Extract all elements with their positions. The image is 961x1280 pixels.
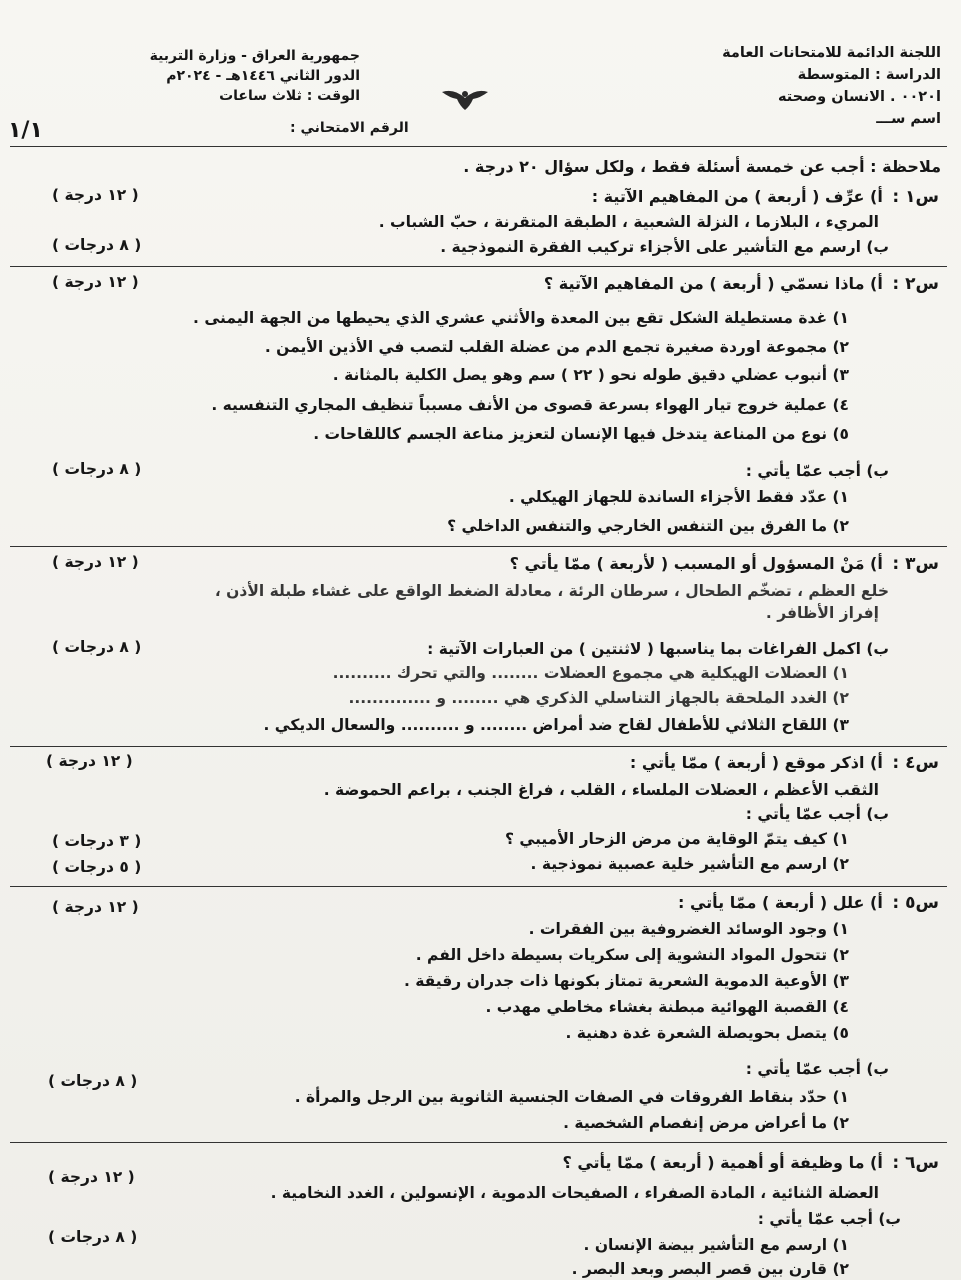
q5-a-line-3: ٣) الأوعية الدموية الشعرية تمتاز بكونها ذات جدران رقيقة .: [403, 972, 849, 990]
q5-b-line-1: ١) حدّد بنقاط الفروقات في الصفات الجنسية الثانوية بين الرجل والمرأة .: [294, 1088, 849, 1106]
q1-a-mark: ( ١٢ درجة ): [52, 186, 139, 204]
q5-number: س٥ :: [892, 893, 939, 913]
q4-b-line-2-mark: ( ٥ درجات ): [52, 858, 142, 876]
q2-a-heading: [544, 273, 939, 295]
q4-divider: [10, 886, 947, 887]
q2-a-mark: ( ١٢ درجة ): [52, 273, 139, 291]
q6-a-text: أ) ما وظيفة أو أهمية ( أربعة ) ممّا يأتي ؟: [562, 1153, 883, 1172]
q5-a-line-1: ١) وجود الوسائد الغضروفية بين الفقرات .: [528, 920, 849, 938]
q2-b-text: ب) أجب عمّا يأتي :: [745, 462, 889, 480]
q2-a-line-1: ١) غدة مستطيلة الشكل تقع بين المعدة والأثني عشري الذي يحيطها من الجهة اليمنى .: [193, 309, 849, 327]
q3-a-line-1: خلع العظم ، تضخّم الطحال ، سرطان الرئة ، معادلة الضغط الواقع على غشاء طبلة الأذن ،: [214, 582, 889, 600]
q5-a-line-5: ٥) يتصل بحويصلة الشعرة غدة دهنية .: [565, 1024, 849, 1042]
q3-b-mark: ( ٨ درجات ): [52, 638, 142, 656]
q5-a-line-4: ٤) القصبة الهوائية مبطنة بغشاء مخاطي مهدب .: [485, 998, 849, 1016]
subject-name: ا٠٠٢٠ . الانسان وصحته: [777, 89, 941, 105]
q4-b-line-2: ٢) ارسم مع التأشير خلية عصبية نموذجية .: [530, 855, 849, 873]
study-level: الدراسة : المتوسطة: [797, 67, 941, 83]
q3-a-line-2: إفراز الأظافر .: [765, 604, 879, 622]
exam-duration: الوقت : ثلاث ساعات: [219, 88, 360, 104]
q3-b-line-2: ٢) الغدد الملحقة بالجهاز التناسلي الذكري هي ........ و ..............: [348, 689, 849, 707]
q3-a-mark: ( ١٢ درجة ): [52, 553, 139, 571]
exam-note: ملاحظة : أجب عن خمسة أسئلة فقط ، ولكل سؤال ٢٠ درجة .: [463, 157, 941, 176]
committee-name: اللجنة الدائمة للامتحانات العامة: [722, 45, 941, 61]
q1-b-mark: ( ٨ درجات ): [52, 236, 142, 254]
q6-b-mark: ( ٨ درجات ): [48, 1228, 138, 1246]
q3-divider: [10, 746, 947, 747]
q6-number: س٦ :: [892, 1153, 939, 1173]
eagle-emblem-icon: [440, 86, 490, 112]
q4-b-text: ب) أجب عمّا يأتي :: [745, 805, 889, 823]
q2-b-line-2: ٢) ما الفرق بين التنفس الخارجي والتنفس الداخلي ؟: [447, 517, 849, 535]
q4-number: س٤ :: [892, 753, 939, 773]
header-divider: [10, 146, 947, 147]
q6-b-line-2: ٢) قارن بين قصر البصر وبعد البصر .: [571, 1260, 849, 1278]
q5-b-text: ب) أجب عمّا يأتي :: [745, 1060, 889, 1078]
q4-a-heading: [630, 752, 939, 774]
q6-b-line-1: ١) ارسم مع التأشير بيضة الإنسان .: [583, 1236, 849, 1254]
q6-b-text: ب) أجب عمّا يأتي :: [757, 1210, 901, 1228]
exam-number-label: الرقم الامتحاني :: [290, 120, 409, 136]
q6-a-mark: ( ١٢ درجة ): [48, 1168, 135, 1186]
q6-a-heading: [563, 1152, 940, 1174]
q2-a-line-5: ٥) نوع من المناعة يتدخل فيها الإنسان لتعزيز مناعة الجسم كاللقاحات .: [313, 425, 849, 443]
q4-a-mark: ( ١٢ درجة ): [46, 752, 133, 770]
q5-divider: [10, 1142, 947, 1143]
q2-a-line-3: ٣) أنبوب عضلي دقيق طوله نحو ( ٢٢ ) سم وهو يصل الكلية بالمثانة .: [332, 366, 849, 384]
page-corner-mark: ١/١: [8, 118, 43, 143]
student-name-label: اسم ســـ: [876, 111, 941, 127]
q3-b-line-3: ٣) اللقاح الثلاثي للأطفال لقاح ضد أمراض ........ و .......... والسعال الديكي .: [263, 716, 849, 734]
q2-a-text: أ) ماذا نسمّي ( أربعة ) من المفاهيم الآتية ؟: [543, 274, 883, 293]
q3-a-text: أ) مَنْ المسؤول أو المسبب ( لأربعة ) ممّا يأتي ؟: [509, 554, 883, 573]
q3-a-heading: [510, 553, 939, 575]
q2-a-line-4: ٤) عملية خروج تيار الهواء بسرعة قصوى من الأنف مسبباً تنظيف المجاري التنفسيه .: [211, 396, 849, 414]
q1-number: س١ :: [892, 187, 939, 207]
q5-b-line-2: ٢) ما أعراض مرض إنفصام الشخصية .: [563, 1114, 849, 1132]
q1-b-text: ب) ارسم مع التأشير على الأجزاء تركيب الفقرة النموذجية .: [440, 238, 889, 256]
q5-a-mark: ( ١٢ درجة ): [52, 898, 139, 916]
q1-a-text: أ) عرِّف ( أربعة ) من المفاهيم الآتية :: [591, 187, 883, 206]
q3-b-line-1: ١) العضلات الهيكلية هي مجموع العضلات ........ والتي تحرك ..........: [332, 664, 849, 682]
exam-session: الدور الثاني ١٤٤٦هـ - ٢٠٢٤م: [166, 68, 360, 84]
q1-a-line-1: المريء ، البلازما ، النزلة الشعبية ، الطبقة المتقرنة ، حبّ الشباب .: [378, 213, 879, 231]
ministry-name: جمهورية العراق - وزارة التربية: [149, 48, 360, 64]
header-right: [611, 42, 941, 130]
q2-number: س٢ :: [892, 274, 939, 294]
q5-a-text: أ) علل ( أربعة ) ممّا يأتي :: [678, 893, 883, 912]
q4-a-text: أ) اذكر موقع ( أربعة ) ممّا يأتي :: [629, 753, 883, 772]
q1-divider: [10, 266, 947, 267]
q2-divider: [10, 546, 947, 547]
q4-a-line-1: الثقب الأعظم ، العضلات الملساء ، القلب ، فراغ الجنب ، براعم الحموضة .: [323, 781, 879, 799]
q4-b-line-1: ١) كيف يتمّ الوقاية من مرض الزحار الأميبي ؟: [505, 830, 849, 848]
q1-a-heading: [592, 186, 939, 208]
q3-number: س٣ :: [892, 554, 939, 574]
q3-b-text: ب) اكمل الفراغات بما يناسبها ( لاثنتين ) من العبارات الآتية :: [427, 640, 889, 658]
q6-a-line-1: العضلة الثنائية ، المادة الصفراء ، الصفيحات الدموية ، الإنسولين ، الغدد النخامية .: [270, 1184, 879, 1202]
q5-a-line-2: ٢) تتحول المواد النشوية إلى سكريات بسيطة داخل الفم .: [415, 946, 849, 964]
q5-a-heading: [678, 892, 939, 914]
q2-b-mark: ( ٨ درجات ): [52, 460, 142, 478]
q2-b-line-1: ١) عدّد فقط الأجزاء الساندة للجهاز الهيكلي .: [508, 488, 849, 506]
header-left: [60, 46, 360, 106]
q4-b-line-1-mark: ( ٣ درجات ): [52, 832, 142, 850]
q2-a-line-2: ٢) مجموعة اوردة صغيرة تجمع الدم من عضلة القلب لتصب في الأذين الأيمن .: [264, 338, 849, 356]
q5-b-mark: ( ٨ درجات ): [48, 1072, 138, 1090]
